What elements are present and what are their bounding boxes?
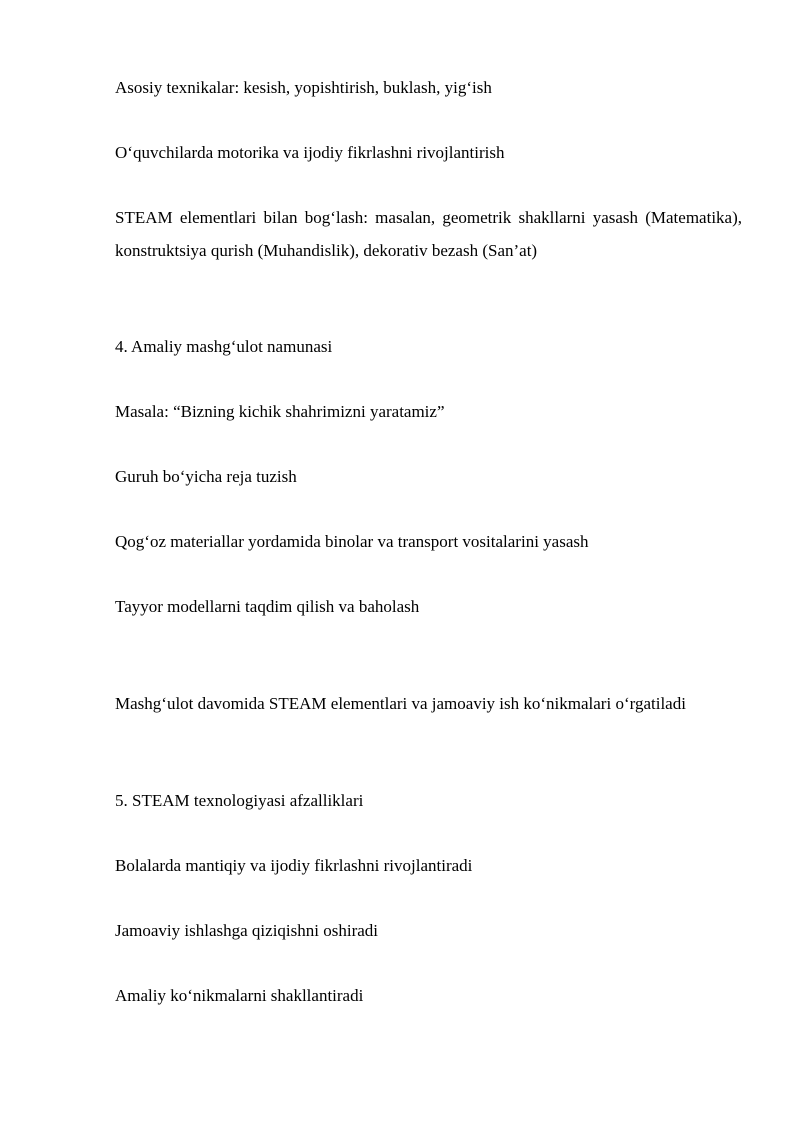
paragraph-teamwork: Jamoaviy ishlashga qiziqishni oshiradi xyxy=(115,921,378,940)
paragraph-motor-skills: O‘quvchilarda motorika va ijodiy fikrlashni rivojlantirish xyxy=(115,143,505,162)
paragraph-practical-skills: Amaliy ko‘nikmalarni shakllantiradi xyxy=(115,986,364,1005)
paragraph-logical-thinking: Bolalarda mantiqiy va ijodiy fikrlashni rivojlantiradi xyxy=(115,856,473,875)
paragraph-paper-materials: Qog‘oz materiallar yordamida binolar va transport vositalarini yasash xyxy=(115,532,589,551)
paragraph-group-plan: Guruh bo‘yicha reja tuzish xyxy=(115,467,297,486)
paragraph-task: Masala: “Bizning kichik shahrimizni yaratamiz” xyxy=(115,402,445,421)
paragraph-steam-link: STEAM elementlari bilan bog‘lash: masalan, geometrik shakllarni yasash (Matematika), konstruktsiya qurish (Muhandislik), dekorativ bezash (San’at) xyxy=(115,208,742,260)
section-heading-advantages: 5. STEAM texnologiyasi afzalliklari xyxy=(115,791,364,810)
section-heading-practical-lesson: 4. Amaliy mashg‘ulot namunasi xyxy=(115,337,333,356)
paragraph-lesson-summary: Mashg‘ulot davomida STEAM elementlari va jamoaviy ish ko‘nikmalari o‘rgatiladi xyxy=(115,694,686,713)
paragraph-present-models: Tayyor modellarni taqdim qilish va baholash xyxy=(115,597,420,616)
paragraph-techniques: Asosiy texnikalar: kesish, yopishtirish, buklash, yig‘ish xyxy=(115,78,492,97)
